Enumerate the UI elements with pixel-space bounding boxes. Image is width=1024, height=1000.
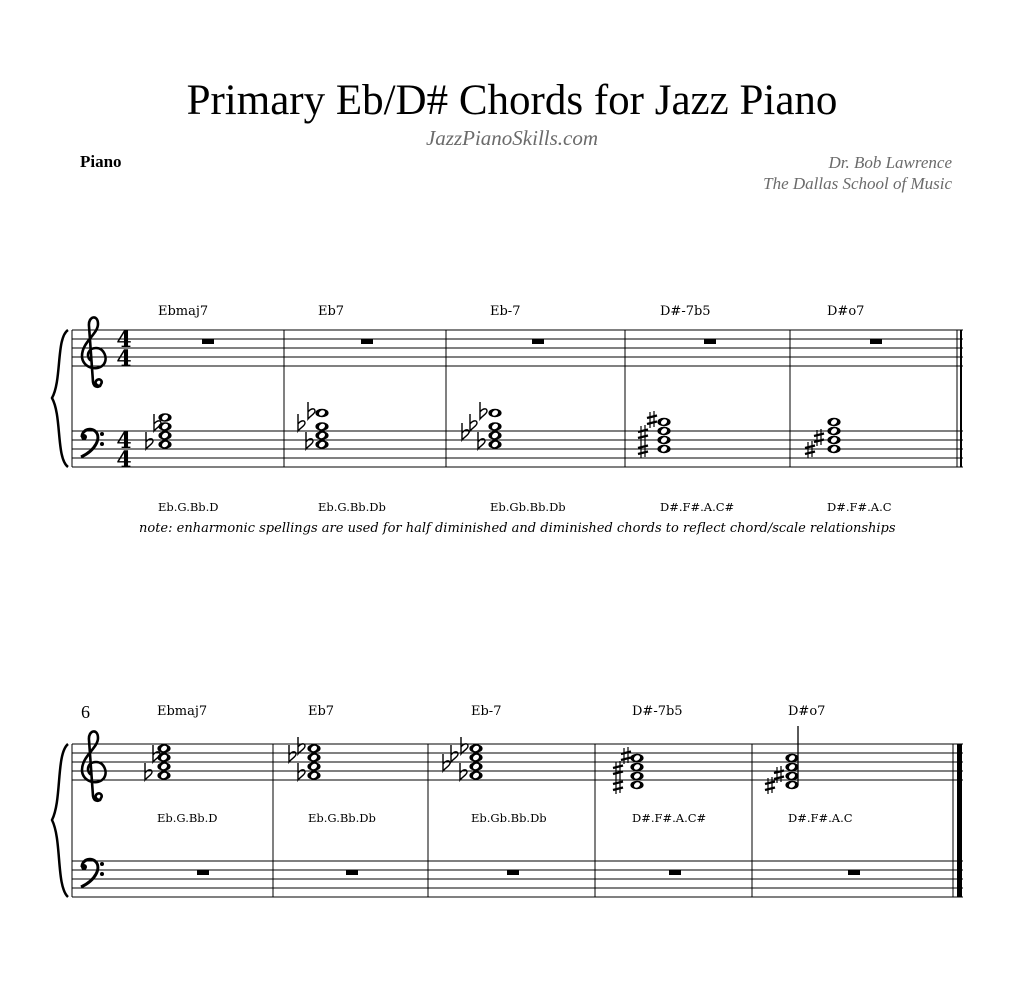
sharp-icon [613, 761, 623, 778]
author-name: Dr. Bob Lawrence [828, 153, 952, 172]
time-sig-treble-bottom: 4 [116, 346, 132, 372]
whole-rest-icon [532, 339, 544, 344]
s2-spelling-5: D#.F#.A.C [788, 811, 853, 825]
flat-icon [461, 737, 468, 754]
brace-icon [52, 330, 68, 467]
bass-clef-icon [81, 859, 104, 887]
s2-chord-2 [289, 737, 321, 780]
sharp-icon [814, 429, 824, 446]
flat-icon [480, 402, 487, 419]
time-sig-bass-bottom: 4 [116, 447, 132, 473]
brace-icon [52, 744, 68, 897]
whole-rest-icon [669, 870, 681, 875]
system-2 [52, 726, 963, 897]
s2-chord-name-3: Eb-7 [471, 704, 502, 719]
s2-chord-name-2: Eb7 [308, 704, 335, 719]
s1-chord-5 [805, 418, 841, 458]
instrument-label: Piano [80, 152, 122, 171]
s1-chord-name-2: Eb7 [318, 304, 345, 319]
sharp-icon [621, 747, 631, 764]
s1-chord-name-1: Ebmaj7 [158, 304, 209, 319]
flat-icon [298, 414, 305, 431]
flat-icon [470, 414, 477, 431]
author-school: The Dallas School of Music [763, 174, 952, 193]
s2-spelling-4: D#.F#.A.C# [632, 811, 707, 825]
treble-clef-icon [82, 731, 106, 800]
s1-chord-name-5: D#o7 [827, 304, 865, 319]
s1-chord-name-3: Eb-7 [490, 304, 521, 319]
time-signature [116, 327, 131, 473]
time-sig-treble-top: 4 [116, 327, 132, 353]
whole-rest-icon [870, 339, 882, 344]
whole-rest-icon [848, 870, 860, 875]
sharp-icon [638, 425, 648, 442]
flat-icon [298, 737, 305, 754]
whole-rest-icon [704, 339, 716, 344]
time-sig-bass-top: 4 [116, 428, 132, 454]
s1-chord-4 [638, 411, 671, 458]
whole-rest-icon [197, 870, 209, 875]
s1-spelling-4: D#.F#.A.C# [660, 500, 735, 514]
bass-clef-icon [81, 429, 104, 457]
treble-clef-icon [82, 317, 106, 386]
sharp-icon [647, 411, 657, 428]
website-subtitle: JazzPianoSkills.com [425, 126, 599, 150]
s1-chord-name-4: D#-7b5 [660, 304, 711, 319]
s1-chord-3 [462, 402, 502, 449]
s2-spelling-3: Eb.Gb.Bb.Db [471, 811, 547, 825]
s1-spelling-1: Eb.G.Bb.D [158, 500, 219, 514]
enharmonic-note: note: enharmonic spellings are used for half diminished and diminished chords to reflect chord/scale relationships [139, 521, 896, 536]
s1-spelling-3: Eb.Gb.Bb.Db [490, 500, 566, 514]
whole-rest-icon [202, 339, 214, 344]
flat-icon [308, 402, 315, 419]
s2-chord-name-4: D#-7b5 [632, 704, 683, 719]
s2-spelling-2: Eb.G.Bb.Db [308, 811, 376, 825]
s2-chord-name-1: Ebmaj7 [157, 704, 208, 719]
s1-spelling-5: D#.F#.A.C [827, 500, 892, 514]
s2-chord-5 [765, 726, 799, 794]
s1-chord-2 [298, 402, 329, 449]
s1-spelling-2: Eb.G.Bb.Db [318, 500, 386, 514]
whole-rest-icon [507, 870, 519, 875]
page-title: Primary Eb/D# Chords for Jazz Piano [186, 77, 838, 124]
s2-spelling-1: Eb.G.Bb.D [157, 811, 218, 825]
measure-number: 6 [81, 702, 90, 722]
s2-chord-3 [443, 737, 483, 780]
system-1 [52, 317, 963, 473]
s2-chord-name-5: D#o7 [788, 704, 826, 719]
whole-rest-icon [346, 870, 358, 875]
whole-rest-icon [361, 339, 373, 344]
